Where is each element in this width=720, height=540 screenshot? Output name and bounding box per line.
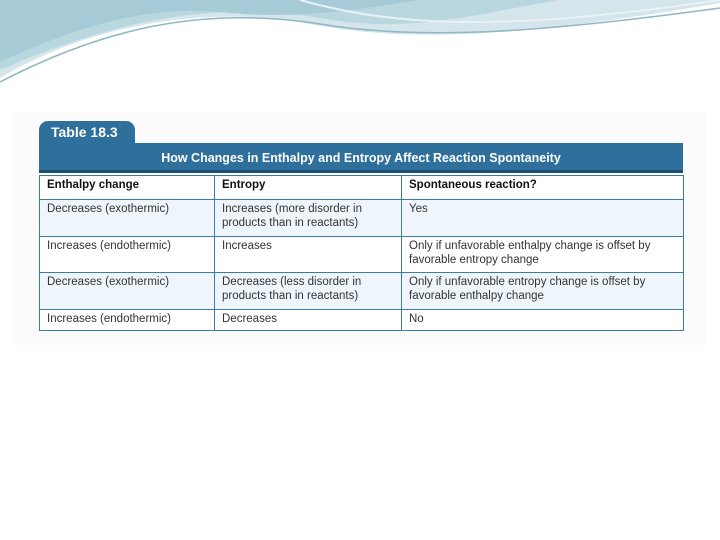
table-cell: Increases (endothermic) [40, 237, 215, 273]
table-cell: Only if unfavorable entropy change is offset by favorable enthalpy change [402, 273, 684, 310]
table-cell: Only if unfavorable enthalpy change is offset by favorable entropy change [402, 237, 684, 273]
spontaneity-table [39, 175, 684, 331]
column-header-enthalpy: Enthalpy change [40, 176, 215, 200]
table-cell: Increases (more disorder in products than in reactants) [215, 200, 402, 237]
table-cell: No [402, 310, 684, 331]
table-label: Table 18.3 [39, 121, 135, 143]
column-header-entropy: Entropy [215, 176, 402, 200]
decorative-banner [0, 0, 720, 90]
table-row [40, 200, 684, 237]
table-row [40, 273, 684, 310]
table-cell: Increases (endothermic) [40, 310, 215, 331]
table-title: How Changes in Enthalpy and Entropy Affect Reaction Spontaneity [39, 143, 683, 173]
table-cell: Decreases (less disorder in products than in reactants) [215, 273, 402, 310]
table-cell: Decreases (exothermic) [40, 273, 215, 310]
column-header-spontaneous: Spontaneous reaction? [402, 176, 684, 200]
table-cell: Decreases [215, 310, 402, 331]
table-header-row [40, 176, 684, 200]
table-cell: Decreases (exothermic) [40, 200, 215, 237]
table-row [40, 310, 684, 331]
table-cell: Yes [402, 200, 684, 237]
table-row [40, 237, 684, 273]
table-cell: Increases [215, 237, 402, 273]
